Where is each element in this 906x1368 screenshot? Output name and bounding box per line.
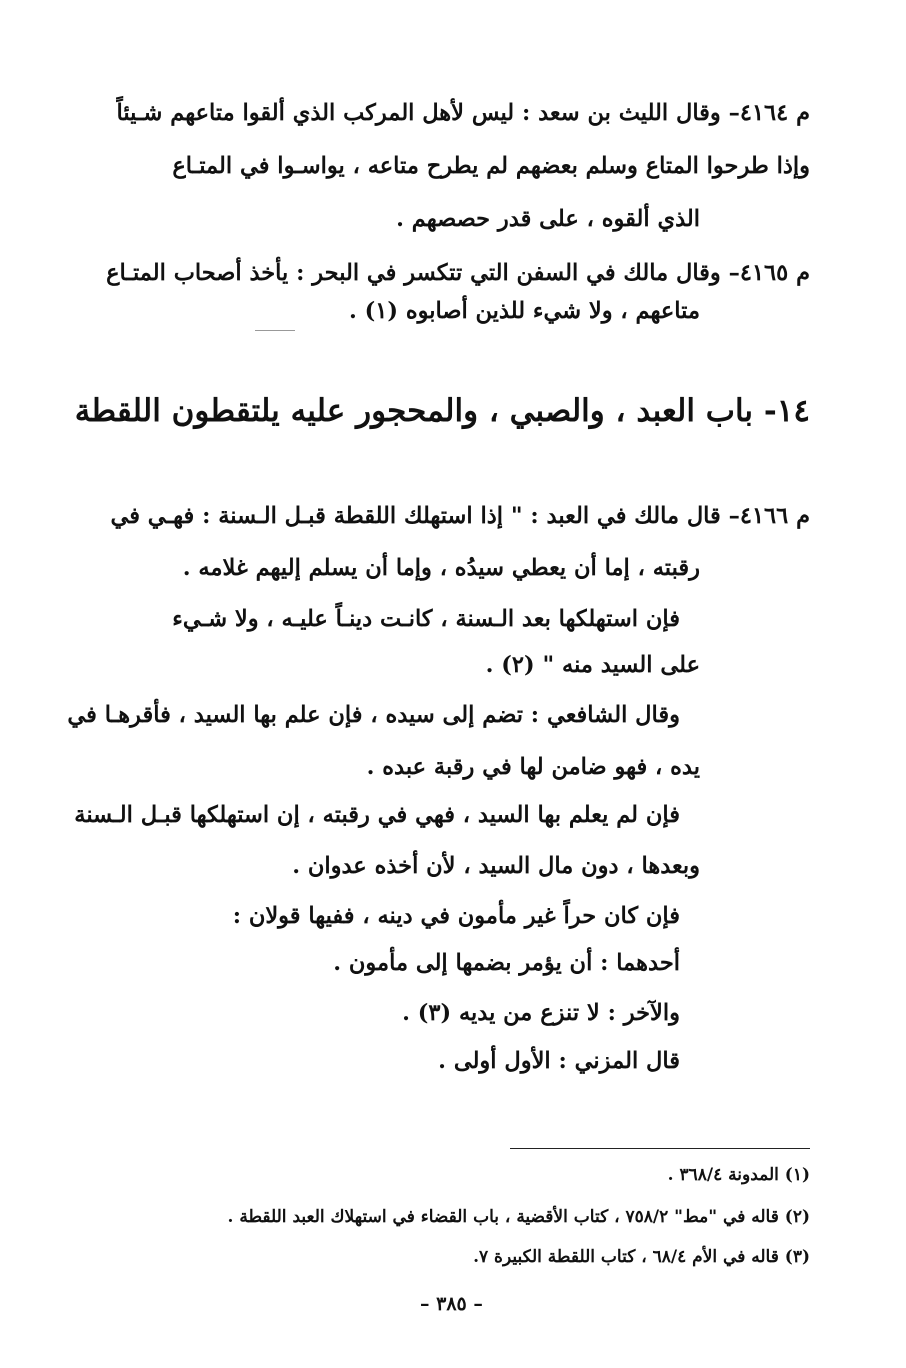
footnote: (٣) قاله في الأم ٦٨/٤ ، كتاب اللقطة الكبيرة ٧.: [473, 1247, 810, 1267]
text-line: م ٤١٦٤– وقال الليث بن سعد : ليس لأهل المركب الذي ألقوا متاعهم شـيئاً: [116, 100, 810, 126]
text-line: وقال الشافعي : تضم إلى سيده ، فإن علم بها السيد ، فأقرهـا في: [67, 702, 680, 728]
scan-mark: [255, 330, 295, 331]
text-line: على السيد منه " (٢) .: [485, 652, 700, 678]
text-line: متاعهم ، ولا شيء للذين أصابوه (١) .: [348, 298, 700, 324]
footnote: (٢) قاله في "مط" ٧٥٨/٢ ، كتاب الأقضية ، باب القضاء في استهلاك العبد اللقطة .: [227, 1207, 810, 1227]
text-line: فإن كان حراً غير مأمون في دينه ، ففيها قولان :: [232, 903, 680, 929]
text-line: أحدهما : أن يؤمر بضمها إلى مأمون .: [333, 950, 680, 976]
footnote: (١) المدونة ٣٦٨/٤ .: [667, 1165, 810, 1185]
text-line: م ٤١٦٦– قال مالك في العبد : " إذا استهلك اللقطة قبـل الـسنة : فهـي في: [110, 503, 810, 529]
text-line: قال المزني : الأول أولى .: [438, 1048, 680, 1074]
text-line: رقبته ، إما أن يعطي سيدُه ، وإما أن يسلم إليهم غلامه .: [182, 555, 700, 581]
page-number: – ٣٨٥ –: [420, 1293, 483, 1315]
text-line: وبعدها ، دون مال السيد ، لأن أخذه عدوان .: [292, 853, 700, 879]
text-line: م ٤١٦٥– وقال مالك في السفن التي تتكسر في البحر : يأخذ أصحاب المتـاع: [106, 260, 810, 286]
text-line: يده ، فهو ضامن لها في رقبة عبده .: [366, 754, 700, 780]
section-heading: ١٤- باب العبد ، والصبي ، والمحجور عليه يلتقطون اللقطة: [74, 393, 810, 429]
text-line: والآخر : لا تنزع من يديه (٣) .: [402, 1000, 680, 1026]
footnote-separator: [510, 1148, 810, 1149]
text-line: فإن لم يعلم بها السيد ، فهي في رقبته ، إن استهلكها قبـل الـسنة: [74, 802, 680, 828]
text-line: فإن استهلكها بعد الـسنة ، كانـت دينـاً عليـه ، ولا شـيء: [172, 606, 680, 632]
text-line: وإذا طرحوا المتاع وسلم بعضهم لم يطرح متاعه ، يواسـوا في المتـاع: [172, 153, 810, 179]
text-line: الذي ألقوه ، على قدر حصصهم .: [396, 206, 700, 232]
